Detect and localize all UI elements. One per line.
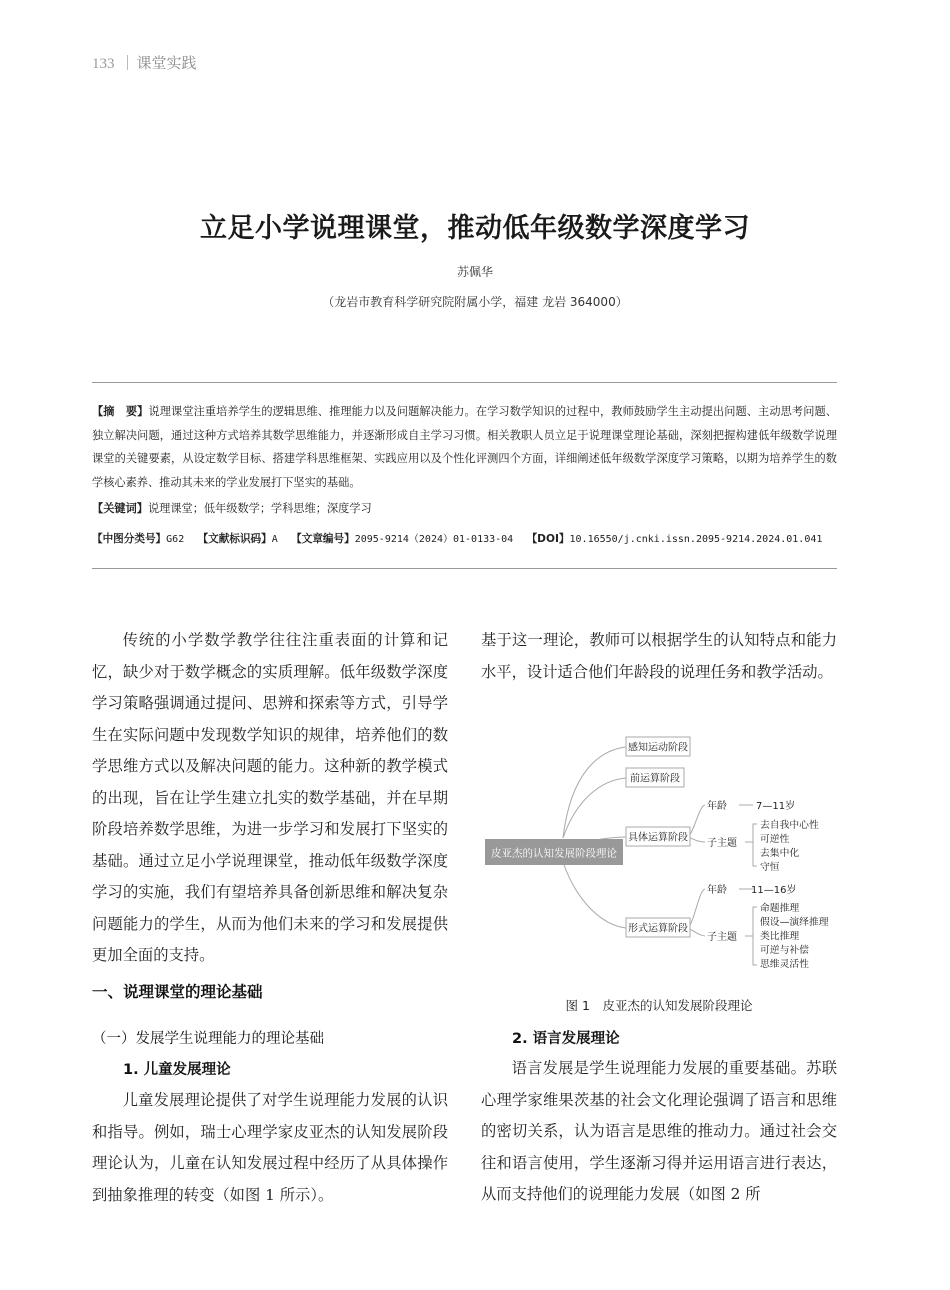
section-heading: 一、说理课堂的理论基础 xyxy=(92,983,263,1001)
stage4-subtopic: 命题推理 xyxy=(760,903,800,914)
stage1-label: 感知运动阶段 xyxy=(628,742,688,754)
stage4-age-value: 11—16岁 xyxy=(751,885,797,896)
stage4-subtopic: 类比推理 xyxy=(760,931,800,942)
left-column xyxy=(92,625,448,972)
article-title: 立足小学说理课堂，推动低年级数学深度学习 xyxy=(200,213,750,244)
doi-value: 10.16550/j.cnki.issn.2095-9214.2024.01.041 xyxy=(569,534,823,545)
branch-line xyxy=(688,889,705,928)
item1-heading: 1. 儿童发展理论 xyxy=(123,1062,231,1078)
bracket-line xyxy=(753,907,757,965)
stage4-sub-label: 子主题 xyxy=(707,932,737,943)
stage3-age-value: 7—11岁 xyxy=(756,801,796,812)
stage3-subtopic: 去集中化 xyxy=(760,848,800,859)
stage3-age-label: 年龄 xyxy=(707,801,727,812)
doi-label: 【DOI】 xyxy=(526,533,570,545)
root-node-label: 皮亚杰的认知发展阶段理论 xyxy=(491,847,617,860)
stage4-label: 形式运算阶段 xyxy=(628,923,688,935)
item1-paragraph: 儿童发展理论提供了对学生说理能力发展的认识和指导。例如，瑞士心理学家皮亚杰的认知发展阶段理论认为，儿童在认知发展过程中经历了从具体操作到抽象推理的转变（如图 1 所示）。 xyxy=(92,1091,448,1204)
abstract-text: 说理课堂注重培养学生的逻辑思维、推理能力以及问题解决能力。在学习数学知识的过程中，教师鼓励学生主动提出问题、主动思考问题、独立解决问题，通过这种方式培养其数学思维能力，并逐渐形成自主学习习惯。相关教职人员立足于说理课堂理论基础，深刻把握构建低年级数学说理课堂的关键要素，从设定数学目标、搭建学科思维框架、实践应用以及个性化评测四个方面，详细阐述低年级数学深度学习策略，以期为培养学生的数学核心素养、推动其未来的学业发展打下坚实的基础。 xyxy=(92,405,837,489)
right-column xyxy=(481,625,837,688)
branch-line xyxy=(688,837,705,842)
author-name: 苏佩华 xyxy=(456,265,493,279)
running-header xyxy=(92,52,197,73)
branch-line xyxy=(563,778,626,838)
article-metadata xyxy=(92,530,852,546)
doc-code-value: A xyxy=(271,534,278,545)
header-divider xyxy=(127,55,128,70)
branch-line xyxy=(688,928,705,936)
stage3-subtopic: 可逆性 xyxy=(760,834,790,845)
top-divider xyxy=(92,382,837,383)
abstract-label: 【摘 要】 xyxy=(92,405,149,418)
stage4-subtopic: 可逆与补偿 xyxy=(760,945,809,956)
bottom-divider xyxy=(92,568,837,569)
clc-value: G62 xyxy=(166,534,185,545)
branch-line xyxy=(563,862,626,928)
keywords xyxy=(92,500,837,516)
bracket-line xyxy=(753,824,757,866)
right-top-paragraph: 基于这一理论，教师可以根据学生的认知特点和能力水平，设计适合他们年龄段的说理任务和教学活动。 xyxy=(481,631,837,681)
item1-text-block xyxy=(92,1085,448,1211)
article-number-value: 2095-9214（2024）01-0133-04 xyxy=(354,534,514,545)
article-number-label: 【文章编号】 xyxy=(291,533,355,545)
keywords-text: 说理课堂；低年级数学；学科思维；深度学习 xyxy=(147,502,372,515)
item2-heading: 2. 语言发展理论 xyxy=(512,1031,620,1047)
stage3-subtopic: 去自我中心性 xyxy=(760,820,819,831)
section-name: 课堂实践 xyxy=(136,55,197,72)
figure-caption: 图 1 皮亚杰的认知发展阶段理论 xyxy=(565,998,753,1013)
stage4-age-label: 年龄 xyxy=(707,885,727,896)
intro-paragraph: 传统的小学数学教学往往注重表面的计算和记忆，缺少对于数学概念的实质理解。低年级数学深度学习策略强调通过提问、思辨和探索等方式，引导学生在实际问题中发现数学知识的规律，培养他们的数学思维方式以及解决问题的能力。这种新的教学模式的出现，旨在让学生建立扎实的数学基础，并在早期阶段培养数学思维，为进一步学习和发展打下坚实的基础。通过立足小学说理课堂，推动低年级数学深度学习的实施，我们有望培养具备创新思维和解决复杂问题能力的学生，从而为他们未来的学习和发展提供更加全面的支持。 xyxy=(92,631,448,964)
doc-code-label: 【文献标识码】 xyxy=(197,533,272,545)
stage4-subtopic: 思维灵活性 xyxy=(760,959,809,970)
branch-line xyxy=(688,805,705,837)
author-affiliation: （龙岩市教育科学研究院附属小学，福建 龙岩 364000） xyxy=(322,295,628,309)
stage2-label: 前运算阶段 xyxy=(630,773,680,785)
item2-text-block xyxy=(481,1053,837,1211)
stage4-subtopic: 假设—演绎推理 xyxy=(760,917,829,928)
page-number: 133 xyxy=(92,56,115,72)
stage3-label: 具体运算阶段 xyxy=(628,832,688,844)
branch-line xyxy=(563,747,626,838)
stage3-sub-label: 子主题 xyxy=(707,838,737,849)
clc-label: 【中图分类号】 xyxy=(92,533,167,545)
item2-paragraph: 语言发展是学生说理能力发展的重要基础。苏联心理学家维果茨基的社会文化理论强调了语言和思维的密切关系，认为语言是思维的推动力。通过社会交往和语言使用，学生逐渐习得并运用语言进行表达，从而支持他们的说理能力发展（如图 2 所 xyxy=(481,1059,837,1203)
stage3-subtopic: 守恒 xyxy=(760,862,780,873)
subsection-heading: （一）发展学生说理能力的理论基础 xyxy=(92,1031,324,1047)
keywords-label: 【关键词】 xyxy=(92,502,148,515)
abstract xyxy=(92,400,837,494)
figure-piaget-mindmap xyxy=(481,730,841,980)
